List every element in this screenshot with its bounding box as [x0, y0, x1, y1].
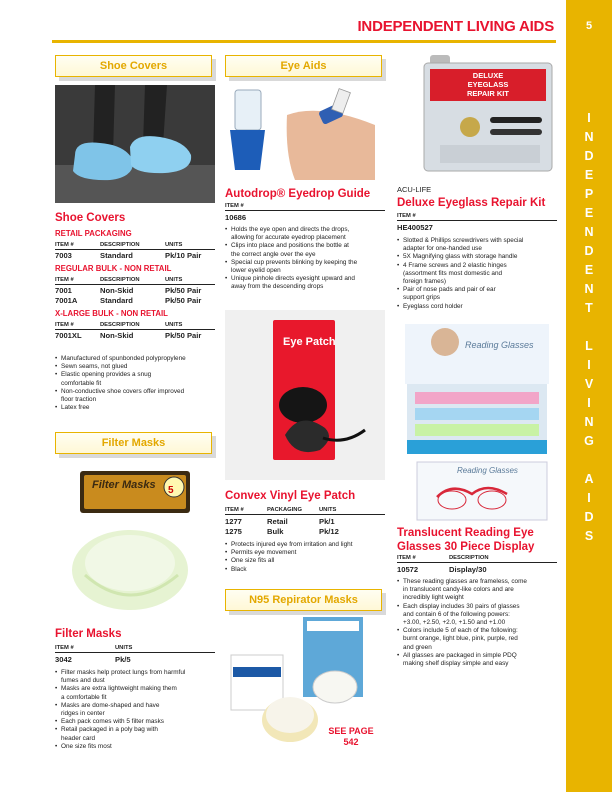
list-item: comfortable fit — [61, 379, 102, 387]
table-cell: 7003 — [55, 251, 72, 260]
col-item: ITEM # — [55, 645, 74, 651]
side-tab-letter: N — [584, 225, 594, 239]
table-cell: 1277 — [225, 517, 242, 526]
header-rule — [52, 40, 556, 43]
list-item: incredibly light weight — [403, 594, 464, 602]
column-header: UNITS — [165, 242, 183, 248]
list-item: allowing for accurate eyedrop placement — [231, 234, 346, 242]
col-item: ITEM # — [397, 555, 416, 561]
cell-units: Pk/5 — [115, 655, 131, 664]
table-row — [397, 223, 557, 232]
list-item: making shelf display simple and easy — [403, 660, 509, 668]
cell-item: 10572 — [397, 565, 419, 574]
table-row — [55, 655, 215, 664]
side-tab-letter: P — [584, 187, 594, 201]
column-header: ITEM # — [55, 322, 74, 328]
list-item: lower eyelid open — [231, 267, 281, 275]
column-header: ITEM # — [55, 277, 74, 283]
list-item: foreign frames) — [403, 278, 446, 286]
list-item: • One size fits all — [225, 557, 390, 565]
list-item: • Protects injured eye from irritation and light — [225, 541, 390, 549]
table-cell: Pk/1 — [319, 517, 335, 526]
table-cell: Standard — [100, 296, 133, 305]
list-item: • Latex free — [55, 404, 215, 412]
autodrop-bullets — [225, 226, 390, 292]
col-item: ITEM # — [225, 203, 244, 209]
repair-kit-bullets — [397, 237, 562, 311]
table-row — [55, 296, 215, 305]
table-cell: Bulk — [267, 527, 284, 536]
list-item: in translucent candy-like colors and are — [403, 586, 514, 594]
page-heading: INDEPENDENT LIVING AIDS — [357, 18, 554, 35]
autodrop-title: Autodrop® Eyedrop Guide — [225, 188, 371, 200]
table-cell: Pk/50 Pair — [165, 331, 202, 340]
list-item: (assortment fits most domestic and — [403, 269, 503, 277]
table-header — [55, 277, 215, 285]
list-item: +3.00, +2.50, +2.0, +1.50 and +1.00 — [403, 619, 506, 627]
autodrop-table-header — [225, 203, 385, 211]
table-row — [55, 331, 215, 340]
side-tab-letter: G — [584, 434, 594, 448]
repair-kit-package-label — [434, 71, 542, 98]
side-tab-letter: N — [584, 282, 594, 296]
list-item: • Holds the eye open and directs the drops, — [225, 226, 390, 234]
section-title-text: N95 Repirator Masks — [249, 594, 358, 606]
list-item: ridges in center — [61, 710, 105, 718]
table-row — [225, 213, 385, 222]
filter-masks-package-label: Filter Masks — [92, 479, 156, 491]
package-line: REPAIR KIT — [467, 89, 509, 98]
side-tab-letter: L — [585, 339, 593, 353]
title-line: Translucent Reading Eye — [397, 527, 534, 539]
side-tab-letter: S — [584, 529, 594, 543]
table-cell: Non-Skid — [100, 331, 134, 340]
col-units: UNITS — [319, 507, 337, 513]
side-tab-letter: E — [584, 263, 594, 277]
list-item: • Elastic opening provides a snug — [55, 371, 215, 379]
page-number: 5 — [585, 20, 593, 32]
side-tab-letter: A — [584, 472, 594, 486]
table-header — [55, 322, 215, 330]
reading-glasses-bullets — [397, 578, 563, 668]
n95-see-page[interactable] — [322, 726, 380, 748]
list-item: away from the descending drops — [231, 283, 324, 291]
column-header: DESCRIPTION — [100, 322, 140, 328]
side-tab-letter: I — [587, 396, 591, 410]
package-line: EYEGLASS — [467, 80, 509, 89]
eye-patch-photo — [225, 310, 385, 480]
section-title-shoe-covers — [55, 55, 212, 77]
eyeglass-repair-kit-photo — [420, 55, 560, 175]
eye-patch-package-label: Eye Patch — [283, 336, 336, 348]
list-item: • Sewn seams, not glued — [55, 363, 215, 371]
cell-description: Display/30 — [449, 565, 487, 574]
list-item: • Manufactured of spunbonded polypropylene — [55, 355, 215, 363]
side-tab-letter: D — [584, 244, 594, 258]
list-item: and green — [403, 643, 432, 651]
list-item: and contain 6 of the following powers: — [403, 610, 510, 618]
side-tab-letter: I — [587, 491, 591, 505]
table-row — [55, 251, 215, 260]
table-cell: Pk/10 Pair — [165, 251, 202, 260]
side-tab-letter: D — [584, 149, 594, 163]
autodrop-photo — [225, 85, 387, 180]
section-title-text: Filter Masks — [101, 437, 166, 449]
list-item: • Masks are dome-shaped and have — [55, 702, 220, 710]
package-line: DELUXE — [472, 71, 504, 80]
col-item: ITEM # — [397, 213, 416, 219]
col-item: ITEM # — [225, 507, 244, 513]
shoe-covers-bullets — [55, 355, 215, 412]
side-tab-letter: V — [584, 377, 594, 391]
list-item: the correct angle over the eye — [231, 250, 316, 258]
table-cell: 7001XL — [55, 331, 82, 340]
list-item: • Slotted & Phillips screwdrivers with special — [397, 237, 562, 245]
list-item: • 4 Frame screws and 2 elastic hinges — [397, 262, 562, 270]
table-cell: 7001A — [55, 296, 78, 305]
table-group-heading: RETAIL PACKAGING — [55, 229, 132, 238]
list-item: fumes and dust — [61, 677, 105, 685]
col-description: DESCRIPTION — [449, 555, 489, 561]
side-tab-letter: I — [587, 111, 591, 125]
section-title-filter-masks — [55, 432, 212, 454]
reading-glasses-title — [397, 526, 534, 554]
table-row — [397, 565, 557, 574]
side-tab-letter: N — [584, 130, 594, 144]
shoe-covers-title: Shoe Covers — [55, 212, 126, 224]
list-item: support grips — [403, 294, 440, 302]
cell-item: HE400527 — [397, 223, 433, 232]
repair-kit-title: Deluxe Eyeglass Repair Kit — [397, 197, 546, 209]
section-title-eye-aids — [225, 55, 382, 77]
side-tab-letter: T — [585, 301, 593, 315]
shoe-covers-photo — [55, 85, 215, 203]
list-item: • Retail packaged in a poly bag with — [55, 726, 220, 734]
table-cell: Pk/50 Pair — [165, 286, 202, 295]
list-item: • Clips into place and positions the bottle at — [225, 242, 390, 250]
filter-masks-package-badge: 5 — [168, 485, 174, 496]
repair-kit-brand: ACU-LIFE — [397, 185, 432, 194]
table-cell: Non-Skid — [100, 286, 134, 295]
filter-masks-title: Filter Masks — [55, 628, 122, 640]
list-item: • Colors include 5 of each of the following: — [397, 627, 563, 635]
reading-glasses-box-label: Reading Glasses — [457, 466, 518, 475]
eye-patch-bullets — [225, 541, 390, 574]
table-cell: Standard — [100, 251, 133, 260]
list-item: adapter for one-handed use — [403, 245, 482, 253]
table-cell: Pk/12 — [319, 527, 339, 536]
list-item: • Black — [225, 566, 390, 574]
cell-item: 3042 — [55, 655, 72, 664]
list-item: • All glasses are packaged in simple PDQ — [397, 652, 563, 660]
table-header — [55, 242, 215, 250]
column-header: DESCRIPTION — [100, 242, 140, 248]
list-item: • Special cup prevents blinking by keeping the — [225, 259, 390, 267]
section-title-text: Shoe Covers — [99, 60, 168, 72]
col-packaging: PACKAGING — [267, 507, 302, 513]
eye-patch-table-header — [225, 507, 385, 515]
cell-item: 10686 — [225, 213, 247, 222]
list-item: • These reading glasses are frameless, come — [397, 578, 563, 586]
reading-glasses-display-label: Reading Glasses — [465, 340, 534, 350]
table-row — [225, 527, 385, 536]
section-title-n95 — [225, 589, 382, 611]
col-units: UNITS — [115, 645, 133, 651]
table-row — [55, 286, 215, 295]
list-item: header card — [61, 734, 96, 742]
list-item: • Filter masks help protect lungs from harmful — [55, 669, 220, 677]
list-item: floor traction — [61, 396, 97, 404]
list-item: • Masks are extra lightweight making them — [55, 685, 220, 693]
table-cell: Retail — [267, 517, 288, 526]
filter-masks-photo — [70, 465, 200, 620]
list-item: a comfortable fit — [61, 693, 107, 701]
list-item: • Unique pinhole directs eyesight upward and — [225, 275, 390, 283]
eye-patch-title: Convex Vinyl Eye Patch — [225, 490, 356, 502]
repair-kit-table-header — [397, 213, 557, 221]
see-page-label: SEE PAGE — [328, 726, 374, 736]
side-tab-letter: N — [584, 415, 594, 429]
list-item: burnt orange, light blue, pink, purple, red — [403, 635, 518, 643]
column-header: DESCRIPTION — [100, 277, 140, 283]
table-cell: 1275 — [225, 527, 242, 536]
side-tab-letter: I — [587, 358, 591, 372]
list-item: • 5X Magnifying glass with storage handle — [397, 253, 562, 261]
list-item: • Each display includes 30 pairs of glasses — [397, 603, 563, 611]
side-tab-letter: E — [584, 206, 594, 220]
column-header: UNITS — [165, 277, 183, 283]
reading-glasses-table-header — [397, 555, 557, 563]
table-cell: 7001 — [55, 286, 72, 295]
see-page-number: 542 — [343, 737, 359, 747]
list-item: • Eyeglass cord holder — [397, 303, 562, 311]
table-row — [225, 517, 385, 526]
list-item: • One size fits most — [55, 743, 220, 751]
side-tab-letter: E — [584, 168, 594, 182]
side-tab-letter: D — [584, 510, 594, 524]
filter-masks-table-header — [55, 645, 215, 653]
table-cell: Pk/50 Pair — [165, 296, 202, 305]
list-item: • Permits eye movement — [225, 549, 390, 557]
list-item: • Non-conductive shoe covers offer improved — [55, 388, 215, 396]
section-title-text: Eye Aids — [280, 60, 327, 72]
column-header: UNITS — [165, 322, 183, 328]
list-item: • Each pack comes with 5 filter masks — [55, 718, 220, 726]
table-group-heading: REGULAR BULK - NON RETAIL — [55, 264, 172, 273]
filter-masks-bullets — [55, 669, 220, 751]
table-group-heading: X-LARGE BULK - NON RETAIL — [55, 309, 168, 318]
title-line: Glasses 30 Piece Display — [397, 541, 535, 553]
column-header: ITEM # — [55, 242, 74, 248]
list-item: • Pair of nose pads and pair of ear — [397, 286, 562, 294]
reading-glasses-photo — [397, 322, 557, 522]
